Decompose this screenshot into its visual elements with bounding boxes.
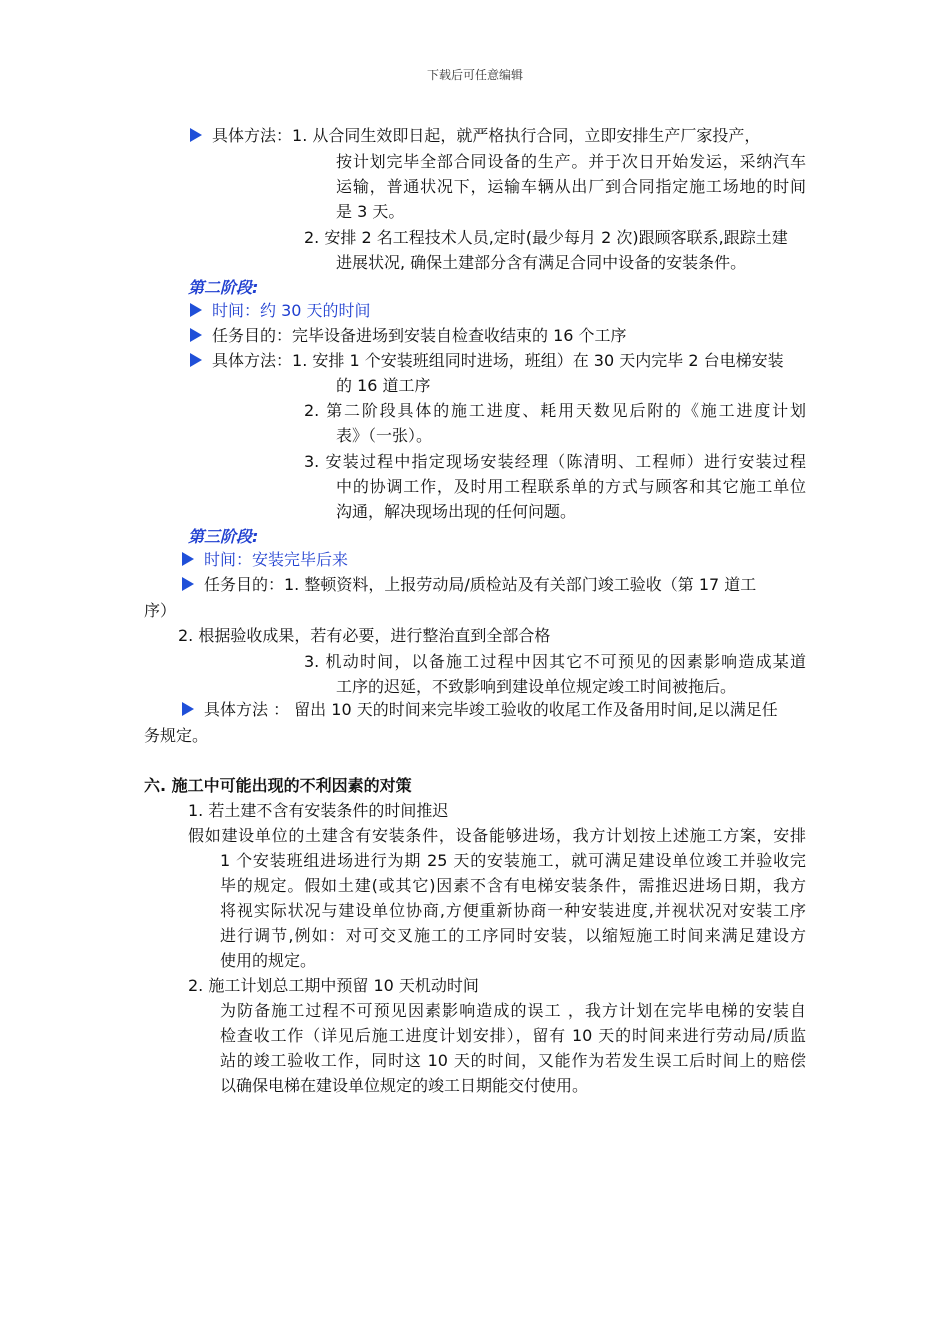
method-label: 具体方法： <box>212 351 293 370</box>
method-line <box>190 124 760 148</box>
method-item-1: 1. 安排 1 个安装班组同时进场，班组）在 30 天内完毕 2 台电梯安装 <box>292 351 784 370</box>
text-line: 站的竣工验收工作，同时这 10 天的时间，又能作为若发生误工后时间上的赔偿 <box>220 1051 806 1070</box>
method-item-1: 1. 从合同生效即日起，就严格执行合同，立即安排生产厂家投产， <box>292 126 761 145</box>
triangle-right-icon <box>190 328 202 342</box>
stage-3-time <box>182 548 348 572</box>
text-line: 假如建设单位的土建含有安装条件，设备能够进场，我方计划按上述施工方案，安排 <box>188 826 806 845</box>
text-line: 运输，普通状况下，运输车辆从出厂到合同指定施工场地的时间 <box>336 177 806 196</box>
stage-2-heading: 第二阶段: <box>188 278 259 297</box>
triangle-right-icon <box>182 577 194 591</box>
text-line: 1 个安装班组进场进行为期 25 天的安装施工，就可满足建设单位竣工并验收完 <box>220 851 806 870</box>
text-line: 将视实际状况与建设单位协商,方便重新协商一种安装进度,并视状况对安装工序 <box>220 901 806 920</box>
goal-item-2: 2. 根据验收成果，若有必要，进行整治直到全部合格 <box>178 626 551 645</box>
text-line: 的 16 道工序 <box>336 376 431 395</box>
triangle-right-icon <box>182 552 194 566</box>
text-line: 进展状况, 确保土建部分含有满足合同中设备的安装条件。 <box>336 253 747 272</box>
text-line: 是 3 天。 <box>336 202 405 221</box>
goal-text: 任务目的：1. 整顿资料，上报劳动局/质检站及有关部门竣工验收（第 17 道工 <box>204 575 757 594</box>
goal-text: 任务目的：完毕设备进场到安装自检查收结束的 16 个工序 <box>212 326 627 345</box>
stage-2-method <box>190 349 784 373</box>
triangle-right-icon <box>182 702 194 716</box>
text-line: 检查收工作（详见后施工进度计划安排），留有 10 天的时间来进行劳动局/质监 <box>220 1026 806 1045</box>
method-item-2: 2. 安排 2 名工程技术人员,定时(最少每月 2 次)跟顾客联系,跟踪土建 <box>304 228 788 247</box>
stage-3-goal <box>182 573 756 597</box>
method-item-2: 2. 第二阶段具体的施工进度、耗用天数见后附的《施工进度计划 <box>304 401 806 420</box>
stage-3-method <box>182 698 778 722</box>
text-line: 使用的规定。 <box>220 951 317 970</box>
text-line: 沟通，解决现场出现的任何问题。 <box>336 502 577 521</box>
page-header: 下载后可任意编辑 <box>426 68 523 82</box>
goal-item-3: 3. 机动时间，以备施工过程中因其它不可预见的因素影响造成某道 <box>304 652 806 671</box>
text-line: 表》（一张）。 <box>336 426 433 445</box>
text-line: 按计划完毕全部合同设备的生产。并于次日开始发运，采纳汽车 <box>336 152 806 171</box>
subsection-2-title: 2. 施工计划总工期中预留 10 天机动时间 <box>188 976 479 995</box>
text-line: 中的协调工作，及时用工程联系单的方式与顾客和其它施工单位 <box>336 477 806 496</box>
triangle-right-icon <box>190 303 202 317</box>
text-line: 工序的迟延，不致影响到建设单位规定竣工时间被拖后。 <box>336 677 737 696</box>
method-text: 具体方法 ： 留出 10 天的时间来完毕竣工验收的收尾工作及备用时间,足以满足任 <box>204 700 778 719</box>
subsection-1-title: 1. 若土建不含有安装条件的时间推迟 <box>188 801 449 820</box>
stage-2-time <box>190 299 371 323</box>
time-text: 时间：安装完毕后来 <box>204 550 349 569</box>
stage-2-goal <box>190 324 627 348</box>
text-line: 进行调节,例如：对可交叉施工的工序同时安装，以缩短施工时间来满足建设方 <box>220 926 806 945</box>
text-line: 毕的规定。假如土建(或其它)因素不含有电梯安装条件，需推迟进场日期，我方 <box>220 876 806 895</box>
text-line: 以确保电梯在建设单位规定的竣工日期能交付使用。 <box>220 1076 589 1095</box>
triangle-right-icon <box>190 128 202 142</box>
section-6-heading: 六. 施工中可能出现的不利因素的对策 <box>144 776 412 795</box>
text-line: 务规定。 <box>144 726 209 745</box>
text-line: 序） <box>144 601 177 620</box>
stage-3-heading: 第三阶段: <box>188 527 259 546</box>
triangle-right-icon <box>190 353 202 367</box>
time-text: 时间：约 30 天的时间 <box>212 301 371 320</box>
method-item-3: 3. 安装过程中指定现场安装经理（陈清明、工程师）进行安装过程 <box>304 452 806 471</box>
method-label: 具体方法： <box>212 126 293 145</box>
text-line: 为防备施工过程不可预见因素影响造成的误工 ，我方计划在完毕电梯的安装自 <box>220 1001 806 1020</box>
